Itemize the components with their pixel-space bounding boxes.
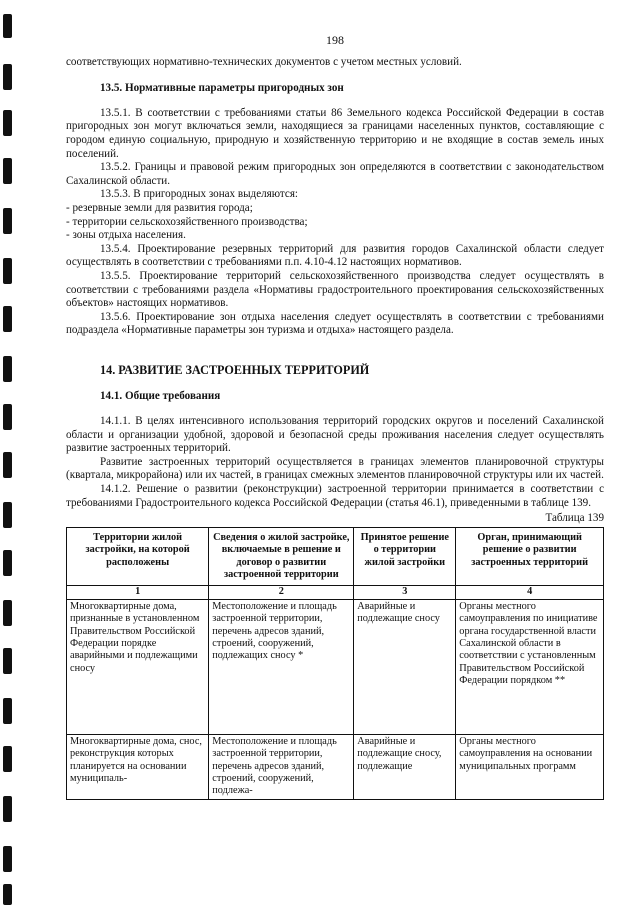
paragraph-13-5-2: 13.5.2. Границы и правовой режим пригородных зон определяются в соответствии с законодательством Сахалинской области. [66,161,604,187]
paragraph-13-5-6: 13.5.6. Проектирование зон отдыха населения следует осуществлять в соответствии с требованиями подраздела «Нормативные параметры зон туризма и отдыха» настоящего раздела. [66,310,604,337]
binding-mark [3,158,12,184]
binding-mark [3,550,12,576]
table-row [67,599,604,734]
table-column-numbers-row [67,586,604,599]
table-header-cell: Орган, принимающий решение о развитии застроенных территорий [456,527,604,586]
paragraph: соответствующих нормативно-технических документов с учетом местных условий. [66,55,462,68]
section-heading-13-5: 13.5. Нормативные параметры пригородных зон [100,82,344,95]
binding-mark [3,404,12,430]
paragraph-13-5-5: 13.5.5. Проектирование территорий сельскохозяйственного производства следует осуществлять в соответствии с требованиями раздела «Нормативы градостроительного проектирования сельскохозяйственных объектов» настоящих нормативов. [66,269,604,310]
binding-mark [3,796,12,822]
paragraph-13-5-3: 13.5.3. В пригородных зонах выделяются: [100,188,299,201]
binding-mark [3,884,12,905]
list-item: - зоны отдыха населения. [66,229,186,242]
column-number: 3 [354,586,456,599]
binding-mark [3,502,12,528]
document-page [66,34,604,800]
binding-mark [3,258,12,284]
paragraph-development: Развитие застроенных территорий осуществляется в границах элементов планировочной структуры (квартала, микрорайона) или их частей, в границах смежных элементов планировочной структуры или их частей. [66,455,604,482]
binding-mark [3,648,12,674]
table-cell: Местоположение и площадь застроенной территории, перечень адресов зданий, строений, сооружений, подлежащих сносу * [209,599,354,734]
list-item: - резервные земли для развития города; [66,201,253,214]
column-number: 1 [67,586,209,599]
column-number: 4 [456,586,604,599]
table-cell: Местоположение и площадь застроенной территории, перечень адресов зданий, строений, сооружений, подлежа- [209,734,354,799]
binding-mark [3,306,12,332]
list-item: - территории сельскохозяйственного производства; [66,215,308,228]
table-header-cell: Принятое решение о территории жилой застройки [354,527,456,586]
binding-mark [3,846,12,872]
paragraph-14-1-2: 14.1.2. Решение о развитии (реконструкции) застроенной территории принимается в соответствии с требованиями Градостроительного кодекса Российской Федерации (статья 46.1), приведенными в таблице 139. [66,483,604,509]
binding-mark [3,746,12,772]
table-cell: Многоквартирные дома, признанные в установленном Правительством Российской Федерации порядке аварийными и подлежащими сносу [67,599,209,734]
table-cell: Органы местного самоуправления на основании муниципальных программ [456,734,604,799]
paragraph-13-5-4: 13.5.4. Проектирование резервных территорий для развития городов Сахалинской области следует осуществлять в соответствии с требованиями п.п. 4.10-4.12 настоящих нормативов. [66,242,604,269]
binding-mark [3,64,12,90]
table-header-cell: Территории жилой застройки, на которой расположены [67,527,209,586]
paragraph-13-5-1: 13.5.1. В соответствии с требованиями статьи 86 Земельного кодекса Российской Федерации в состав пригородных зон могут включаться земли, находящиеся за границами населенных пунктов, составляющие с городом единую социальную, природную и хозяйственную территорию и не входящие в состав земель иных поселений. [66,106,604,160]
table-header-cell: Сведения о жилой застройке, включаемые в решение и договор о развитии застроенной территории [209,527,354,586]
table-cell: Аварийные и подлежащие сносу, подлежащие [354,734,456,799]
table-header-row [67,527,604,586]
column-number: 2 [209,586,354,599]
binding-mark [3,600,12,626]
table-139 [66,527,604,800]
binding-mark [3,452,12,478]
table-row [67,734,604,799]
binding-mark [3,110,12,136]
table-cell: Органы местного самоуправления по инициативе органа государственной власти Сахалинской области в соответствии с установленным Правительством Российской Федерации порядком ** [456,599,604,734]
table-cell: Аварийные и подлежащие сносу [354,599,456,734]
binding-mark [3,208,12,234]
section-heading-14-1: 14.1. Общие требования [100,390,221,403]
binding-mark [3,698,12,724]
scan-binding-marks [0,0,16,905]
binding-mark [3,14,12,38]
table-cell: Многоквартирные дома, снос, реконструкция которых планируется на основании муниципаль- [67,734,209,799]
page-number: 198 [326,33,344,47]
paragraph-14-1-1: 14.1.1. В целях интенсивного использования территорий городских округов и поселений Сахалинской области и организации удобной, здоровой и безопасной среды проживания населения следует осуществлять развитие застроенных территорий. [66,415,604,455]
binding-mark [3,356,12,382]
table-caption: Таблица 139 [545,512,604,525]
chapter-heading-14: 14. РАЗВИТИЕ ЗАСТРОЕННЫХ ТЕРРИТОРИЙ [100,362,370,377]
